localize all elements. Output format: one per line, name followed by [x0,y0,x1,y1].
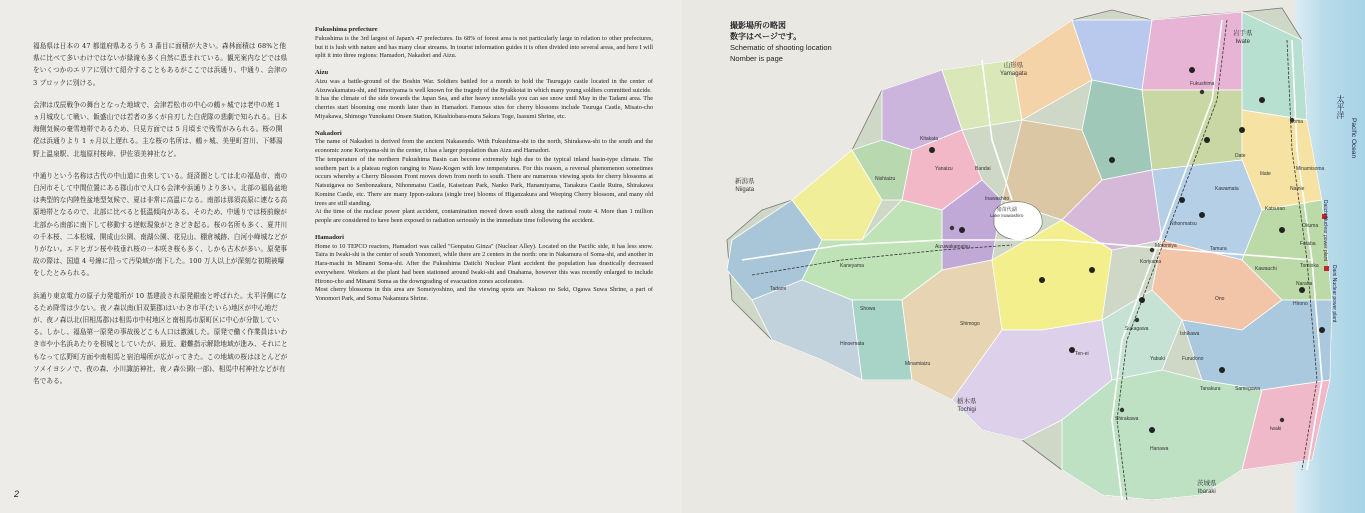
niigata-ja: 新潟県 [735,178,755,185]
label-lake [990,207,1023,219]
en-aizu-body-2: It has the climate of the side towards the Japan Sea, and after heavy snowfalls you can see snow until May in the Tadami area. The cherries start blooming one month later than in Hamadori. Famous sites for cherry blossoms include Tsuruga Castle, Misato-cho Miyakawa, Shimogo Yunokami Onsen Station, Kitashiobara-mura Sakura Toge, Isasumi Shrine, etc. [315,95,653,120]
place-label: Katsurao [1265,206,1286,212]
ibaraki-ja: 茨城県 [1197,480,1217,487]
place-label: Ishikawa [1180,331,1200,337]
page-number: 2 [14,489,20,499]
en-nakadori-body-2: The temperature of the northern Fukushima Basin can become extremely high due to the typical inland basin-type climate. The southern part is a plateau region ranging to Nasu-Kogen with low temperatures. For this reason, a reversal phenomenon sometimes occurs whereby a Cherry Blossom Front moves down from north to south. There are numerous viewing spots for cherry blossoms at Natsuigawa no Senbonzakura, Nihonmatsu Castle, Kaiseizan Park, Nanko Park, Hanamiyama, Tanakura Castle Ruins, Shirakawa Komine Castle, etc. There are many Ippon-zakura (single tree) blooms of Higanzakura and Weeping Cherry blossom, and many old trees are still standing. [315,155,653,207]
municipality-regions [727,12,1332,500]
place-label: Naraha [1296,281,1313,287]
label-tochigi [957,398,977,414]
en-fukushima-title: Fukushima prefecture [315,26,378,33]
place-label: Soma [1290,119,1304,125]
place-label: Namie [1290,186,1305,192]
ja-hamadori: 浜通り東京電力の原子力発電所が 10 基建設され原発銀座と呼ばれた。太平洋側になるため降雪は少ない。夜ノ森以南(旧双葉郡)はいわき市平(たいら)地区が中心地だが、夜ノ森以北(旧相馬郡)は相馬市中村地区と南相馬市原町区に中心が分散している。しかし、福島第一原発の事故後どこも人口は激減した。原発で働く作業員はいわき市や小名浜あたりを根城としていたが、最近、避難指示解除地域が進み、それにともなって広野町方面や南相馬と宿泊場所が広がってきた。この地域の桜はほとんどがソメイヨシノで、夜の森、小川諏訪神社、夜ノ森公園(一部)、相馬中村神社などが有名である。 [33,291,288,386]
place-label: Yanaizu [935,166,953,172]
lake-ja: 猪苗代湖 [996,207,1017,213]
place-label: Tanakura [1200,386,1221,392]
tochigi-en: Tochigi [957,407,977,413]
yamagata-en: Yamagata [1000,71,1027,77]
map-title-en-1: Schematic of shooting location [730,43,832,52]
place-label: Futaba [1300,241,1316,247]
label-daiichi-plant: Daiichi Nuclear power plant [1322,200,1328,261]
map-title-en-2: Nomber is page [730,54,783,63]
place-label: Date [1235,153,1246,159]
place-label: Inawashiro [985,196,1010,202]
label-daini-plant: Daini Nuclear power plant [1331,265,1337,323]
place-label: Nishiaizu [875,176,896,182]
japanese-column [33,40,288,397]
label-iwate [1233,30,1253,46]
place-label: Yabuki [1150,356,1165,362]
en-hamadori-body-1: Home to 10 TEPCO reactors, Hamadori was called "Genpatsu Ginza" (Nuclear Alley). Located on the Pacific side, it has less snow. Taira in Iwaki-shi is the center of south Yonomori, while there are 2 centers in the north: one in Nakamura of Soma-shi, and another in Hara-machi in Minami Soma-shi. After the Fukushima Daiichi Nuclear Plant accident the population has drastically decreased everywhere. Workers at the plant had been stationed around Iwaki-shi and Onahama, however this was recently enlarged to include Hirono-cho and Minami Soma as the downgrading of evacuation zones accelerates. [315,242,653,285]
map-title-ja-1: 撮影場所の略図 [730,21,786,30]
place-label: Bandai [975,166,991,172]
place-label: Nihonmatsu [1170,221,1197,227]
ja-aizu: 会津は戊辰戦争の舞台となった地域で、会津若松市の中心の鶴ヶ城では老中の庭 1 ヵ月城攻して戦い、飯盛山では若者の多くが自刃した白虎隊の悲劇で知られる。日本海側気候の豪雪地帯であるため、只見方面では 5 月頃まで残雪がみられる。桜の開花は浜通りより 1 ヵ月以上遅れる。主な桜の名所は、鶴ヶ城、美里町宮川、下郷湯野上温泉駅、北塩原村桜峠、伊佐須美神社など。 [33,100,288,158]
place-label: Kitakata [920,136,939,142]
place-label: Showa [860,306,876,312]
label-ocean-ja: 太平洋 [1336,95,1345,119]
place-label: Hirono [1293,301,1308,307]
place-label: Shimogo [960,321,980,327]
place-label: Fukushima [1190,81,1215,87]
label-niigata [735,178,755,194]
place-label: Kaneyama [840,263,864,269]
place-label: Tadami [770,286,787,292]
map-title [730,20,832,64]
en-nakadori-body-1: The name of Nakadori is derived from the ancient Nakasendo. With Fukushima-shi to the north, Shirakawa-shi to the south and the economic zone Koriyama-shi in the center, it has a larger population than Aizu and Hamadori. [315,138,653,154]
tochigi-ja: 栃木県 [957,398,977,405]
place-label: Minamisoma [1296,166,1325,172]
map-title-ja-2: 数字はページです。 [730,32,802,41]
left-page [0,0,682,513]
place-label: Motomiya [1155,243,1177,249]
en-aizu-body-1: Aizu was a battle-ground of the Boshin War. Soldiers battled for a month to hold the Tsurugajo castle located in the center of Aizuwakamatsu-shi, and Iimoriyama is well known for the tragedy of the Byakkotai in which many young soldiers committed suicide. [315,77,653,94]
place-label: Shirakawa [1115,416,1139,422]
en-nakadori-title: Nakadori [315,129,342,137]
label-yamagata [1000,62,1027,78]
ibaraki-en: Ibaraki [1197,489,1216,495]
place-label: Hanawa [1150,446,1169,452]
place-label: Aizuwakamatsu [935,244,971,250]
niigata-en: Niigata [735,187,755,193]
lake-en: Lake Inawashiro [990,213,1024,218]
place-label: Ono [1215,296,1225,302]
iwate-en: Iwate [1235,39,1250,45]
en-aizu-title: Aizu [315,69,329,76]
en-hamadori-body-2: Most cherry blossoms in this area are Someiyoshino, and the viewing spots are Nakoso no Seki, Ogawa Suwa Shrine, a part of Yonomori Park, and Soma Nakamura Shrine. [315,286,653,302]
iwate-ja: 岩手県 [1233,30,1253,37]
place-label: Okuma [1302,223,1319,229]
ja-nakadori: 中通りという名称は古代の中山道に由来している。経済圏としては北の福島市、南の白河市そして中間位置にある郡山市で人口も会津や浜通りより多い。北部の福島盆地は典型的な内陸性盆地型気候で、夏は非常に高温になる。南部は那須高原に連なる高原地帯となるので、北部に比べると低温傾向がある。そのため、中通りでは桜前線が北部から南部に南下して移動する逆転現象がときどき起る。桜の名所も多く、夏井川の千本桜、二本松城、開成山公園、南湖公園、花見山、棚倉城跡、白河小峰城などがりがない。エドヒガン桜や枝垂れ桜の一本咲き桜も多く、しかも古木が多い。原発事故の際は、国道 4 号線に沿って汚染域が南下した。100 万人以上が深刻な初期被曝をしたとみられる。 [33,171,288,278]
place-label: Furudono [1182,356,1204,362]
en-fukushima-body: Fukushima is the 3rd largest of Japan's 47 prefectures. Its 68% of forest area is not particularly large in relation to other prefectures, but it is lush with nature and has many clear streams. In tourist information guides it is often divided into several areas, and here I will split it into three regions: Hamadori, Nakadori and Aizu. [315,34,653,60]
place-label: Samegawa [1235,386,1261,392]
place-label: Hinoemata [840,341,865,347]
ja-intro: 福島県は日本の 47 都道府県あるうち 3 番目に面積が大きい。森林面積は 68%と他県に比べて多いわけではないが緑滝も多く自然に恵まれている。観光案内などでは県をいくつかのエリアに別けて紹介することもあるがここでは浜通り、中通り、会津の 3 ブロックに別ける。 [33,42,288,87]
place-label: Tomioka [1300,263,1319,269]
place-label: Sukagawa [1125,326,1149,332]
en-nakadori-body-3: At the time of the nuclear power plant accident, contamination moved down south along the national route 4. More than 1 million people are considered to have been exposed to radiation seriously in the immediate time following the accident. [315,208,653,224]
place-label: Koriyama [1140,259,1162,265]
place-label: Tamura [1210,246,1227,252]
label-ocean-en: Pacific Ocean [1350,118,1357,159]
place-label: Ten-ei [1075,351,1089,357]
place-label: Minamiaizu [905,361,931,367]
place-label: Kawamata [1215,186,1239,192]
yamagata-ja: 山形県 [1003,62,1024,69]
en-hamadori-title: Hamadori [315,233,344,241]
place-label: Iitate [1260,171,1271,177]
place-label: Kawauchi [1255,266,1277,272]
label-ibaraki [1197,480,1217,496]
place-label: Iwaki [1270,426,1282,432]
english-column [315,26,653,312]
